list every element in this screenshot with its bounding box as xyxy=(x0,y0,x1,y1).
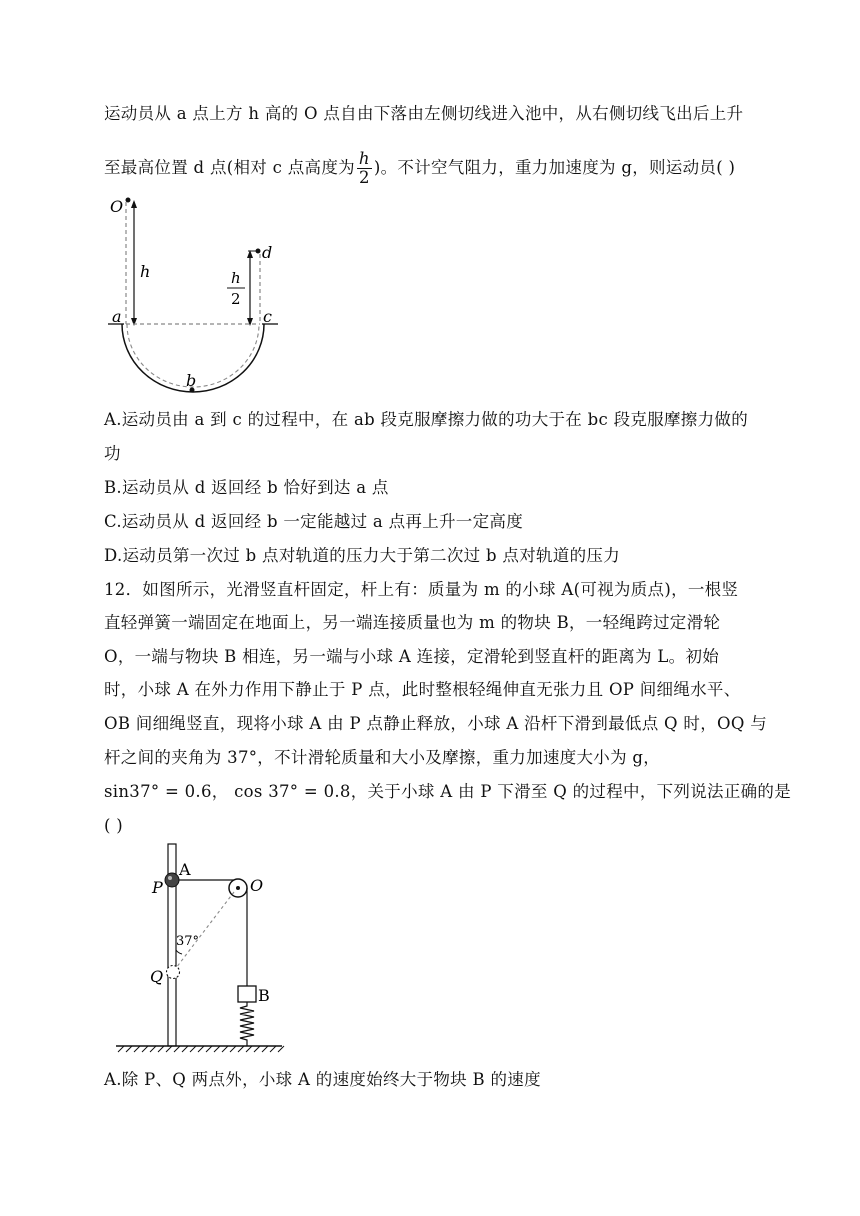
label-A: A xyxy=(179,860,191,879)
h-half-arrow-head-bottom xyxy=(247,318,253,326)
q12-text-line-1: 12．如图所示，光滑竖直杆固定，杆上有：质量为 m 的小球 A(可视为质点)，一根竖 xyxy=(104,580,739,599)
h-arrow-head-bottom xyxy=(131,318,137,326)
dashed-OQ xyxy=(176,892,234,968)
q11-option-d: D.运动员第一次过 b 点对轨道的压力大于第二次过 b 点对轨道的压力 xyxy=(104,546,620,565)
fraction-numerator: h xyxy=(358,149,370,168)
q11-option-c: C.运动员从 d 返回经 b 一定能越过 a 点再上升一定高度 xyxy=(104,512,524,531)
point-O xyxy=(126,198,131,203)
pulley-axle xyxy=(236,886,240,890)
label-a: a xyxy=(112,307,122,326)
q11-option-b: B.运动员从 d 返回经 b 恰好到达 a 点 xyxy=(104,478,389,497)
ground-hatching xyxy=(118,1046,284,1052)
label-d: d xyxy=(262,243,273,262)
h-arrow-head-top xyxy=(131,200,137,208)
q12-text-line-4: 时，小球 A 在外力作用下静止于 P 点，此时整根轻绳伸直无张力且 OP 间细绳水平、 xyxy=(104,680,741,699)
label-Q: Q xyxy=(150,967,164,986)
ball-at-Q xyxy=(167,966,180,979)
label-c: c xyxy=(263,307,272,326)
label-b: b xyxy=(186,371,197,390)
block-B xyxy=(238,986,256,1002)
q11-option-a-line-2: 功 xyxy=(104,444,121,463)
q11-line2-pre: 至最高位置 d 点(相对 c 点高度为 xyxy=(104,158,355,177)
q12-text-line-8: ( ) xyxy=(104,816,124,835)
spring xyxy=(240,1002,254,1046)
q12-text-line-3: O，一端与物块 B 相连，另一端与小球 A 连接，定滑轮到竖直杆的距离为 L。初始 xyxy=(104,647,720,666)
label-O: O xyxy=(110,197,124,216)
q12-text-line-7: sin37° = 0.6， cos 37° = 0.8，关于小球 A 由 P 下滑至 Q 的过程中，下列说法正确的是 xyxy=(104,782,792,801)
q11-text-line-2 xyxy=(104,150,735,187)
rod-pulley-diagram xyxy=(110,838,310,1058)
q12-option-a: A.除 P、Q 两点外，小球 A 的速度始终大于物块 B 的速度 xyxy=(104,1070,541,1089)
q12-text-line-6: 杆之间的夹角为 37°，不计滑轮质量和大小及摩擦，重力加速度大小为 g， xyxy=(104,748,661,767)
label-B: B xyxy=(258,986,270,1005)
q12-text-line-2: 直轻弹簧一端固定在地面上，另一端连接质量也为 m 的物块 B，一轻绳跨过定滑轮 xyxy=(104,613,721,632)
fraction-h-over-2 xyxy=(357,150,372,187)
q11-text-line-1: 运动员从 a 点上方 h 高的 O 点自由下落由左侧切线进入池中，从右侧切线飞出后上升 xyxy=(104,104,744,123)
q11-line2-post: )。不计空气阻力，重力加速度为 g，则运动员( ) xyxy=(373,158,736,177)
angle-arc xyxy=(176,950,182,954)
label-half-den: 2 xyxy=(231,290,241,308)
ball-A xyxy=(165,873,179,887)
label-O: O xyxy=(250,876,264,895)
ball-highlight xyxy=(168,876,172,880)
label-P: P xyxy=(152,878,163,897)
halfpipe-diagram xyxy=(100,192,300,392)
label-half-num: h xyxy=(231,269,241,287)
label-h: h xyxy=(140,262,151,281)
q12-text-line-5: OB 间细绳竖直，现将小球 A 由 P 点静止释放，小球 A 沿杆下滑到最低点 Q 时，OQ 与 xyxy=(104,714,768,733)
fraction-denominator: 2 xyxy=(358,168,370,187)
label-angle: 37° xyxy=(176,934,200,949)
q11-option-a-line-1: A.运动员由 a 到 c 的过程中，在 ab 段克服摩擦力做的功大于在 bc 段克服摩擦力做的 xyxy=(104,410,748,429)
